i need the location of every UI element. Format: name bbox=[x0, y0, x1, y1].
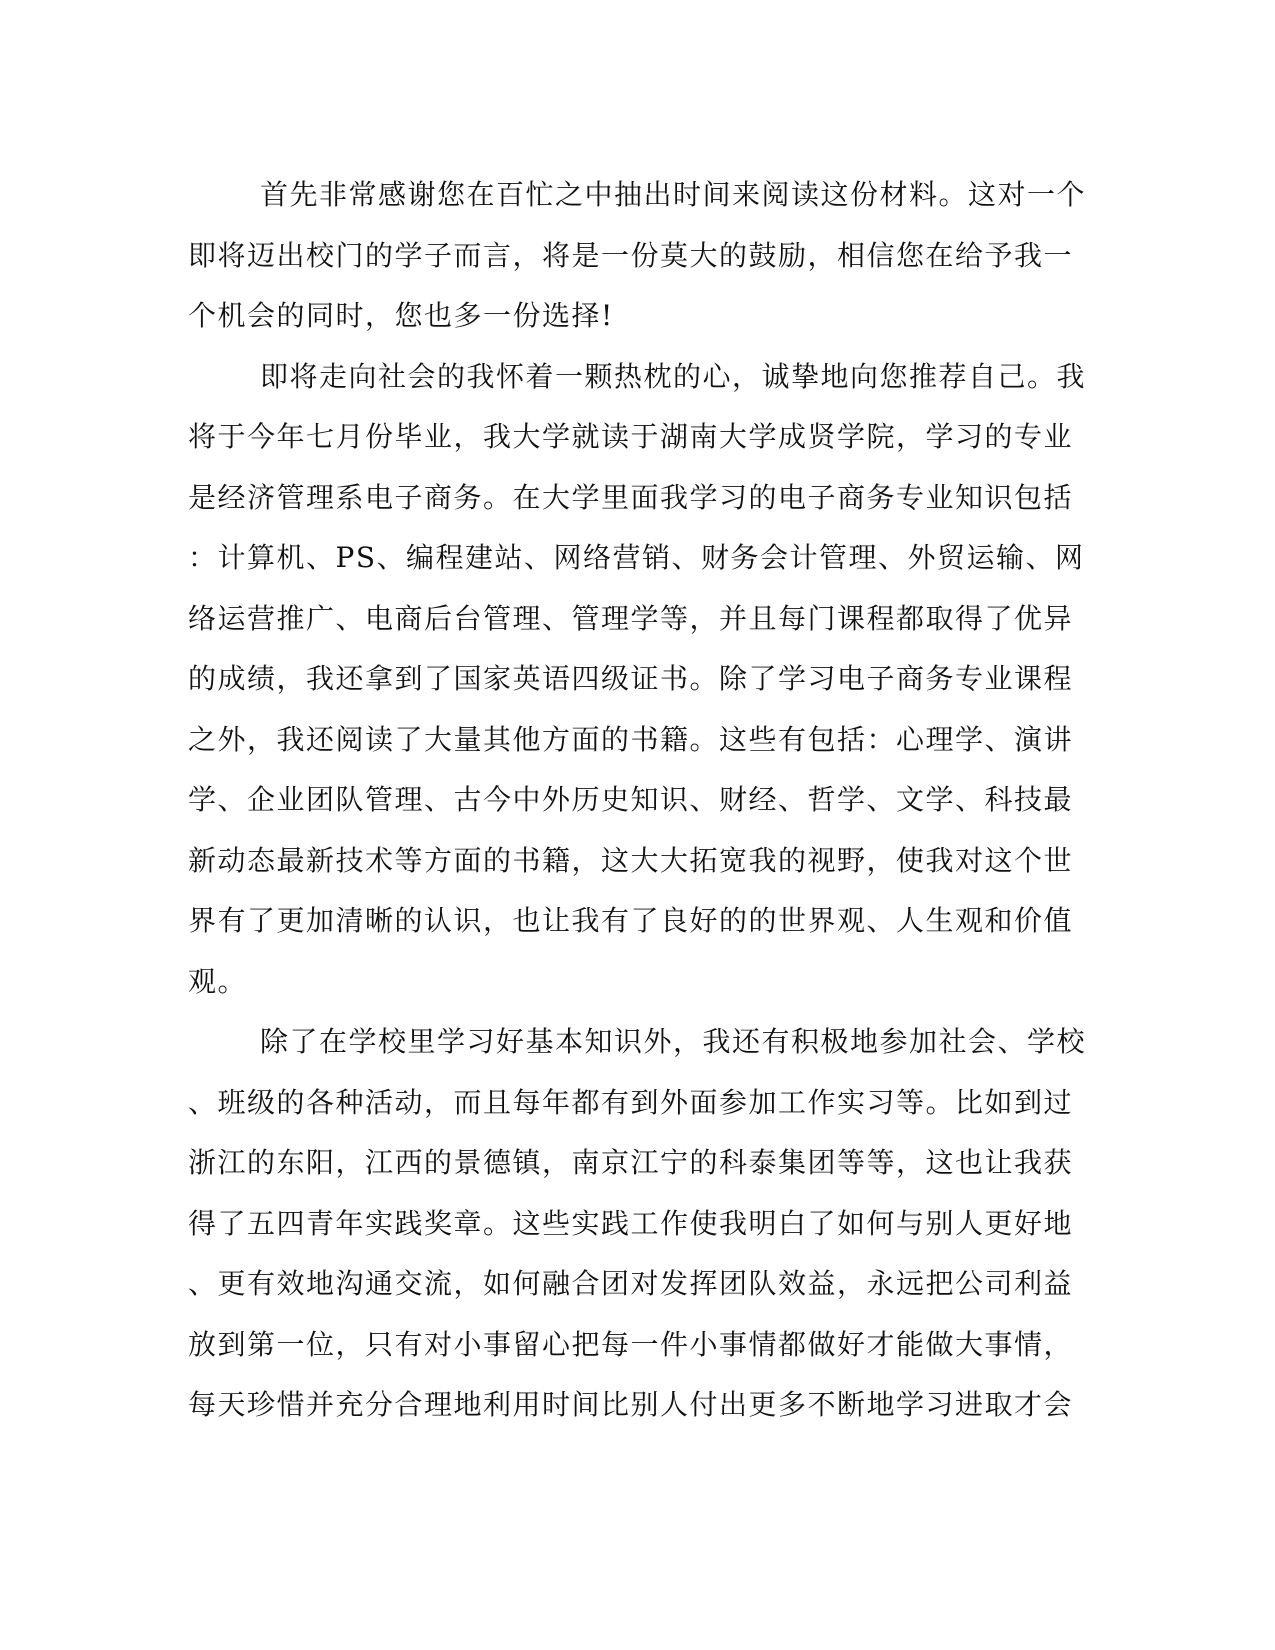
text-line: 浙江的东阳，江西的景德镇，南京江宁的科泰集团等等，这也让我获 bbox=[188, 1146, 1074, 1179]
text-line: 络运营推广、电商后台管理、管理学等，并且每门课程都取得了优异 bbox=[188, 601, 1074, 635]
text-line: 、班级的各种活动，而且每年都有到外面参加工作实习等。比如到过 bbox=[188, 1085, 1074, 1119]
text-line: 即将走向社会的我怀着一颗热枕的心，诚挚地向您推荐自己。我 bbox=[260, 359, 1087, 393]
text-line: 即将迈出校门的学子而言，将是一份莫大的鼓励，相信您在给予我一 bbox=[188, 238, 1074, 272]
text-line: 新动态最新技术等方面的书籍，这大大拓宽我的视野，使我对这个世 bbox=[188, 843, 1074, 877]
text-line: 是经济管理系电子商务。在大学里面我学习的电子商务专业知识包括 bbox=[188, 480, 1074, 514]
text-line: 放到第一位，只有对小事留心把每一件小事情都做好才能做大事情， bbox=[188, 1327, 1074, 1361]
text-line: 界有了更加清晰的认识，也让我有了良好的的世界观、人生观和价值 bbox=[188, 904, 1074, 937]
text-line: 得了五四青年实践奖章。这些实践工作使我明白了如何与别人更好地 bbox=[188, 1206, 1074, 1240]
text-line: 之外，我还阅读了大量其他方面的书籍。这些有包括：心理学、演讲 bbox=[188, 722, 1074, 756]
text-line: 个机会的同时，您也多一份选择! bbox=[188, 299, 614, 332]
paragraph-1 bbox=[188, 165, 1087, 347]
text-line: 每天珍惜并充分合理地利用时间比别人付出更多不断地学习进取才会 bbox=[188, 1388, 1074, 1421]
text-line: ：计算机、PS、编程建站、网络营销、财务会计管理、外贸运输、网 bbox=[188, 541, 1085, 574]
letter-body bbox=[188, 165, 1087, 1436]
text-line: 、更有效地沟通交流，如何融合团对发挥团队效益，永远把公司利益 bbox=[188, 1267, 1074, 1300]
text-line: 首先非常感谢您在百忙之中抽出时间来阅读这份材料。这对一个 bbox=[260, 178, 1087, 211]
text-line: 学、企业团队管理、古今中外历史知识、财经、哲学、文学、科技最 bbox=[188, 783, 1074, 816]
text-line: 观。 bbox=[188, 964, 248, 998]
paragraph-3 bbox=[188, 1012, 1087, 1436]
paragraph-2 bbox=[188, 347, 1087, 1013]
text-line: 的成绩，我还拿到了国家英语四级证书。除了学习电子商务专业课程 bbox=[188, 662, 1074, 695]
text-line: 将于今年七月份毕业，我大学就读于湖南大学成贤学院，学习的专业 bbox=[188, 420, 1074, 453]
text-line: 除了在学校里学习好基本知识外，我还有积极地参加社会、学校 bbox=[260, 1025, 1087, 1058]
